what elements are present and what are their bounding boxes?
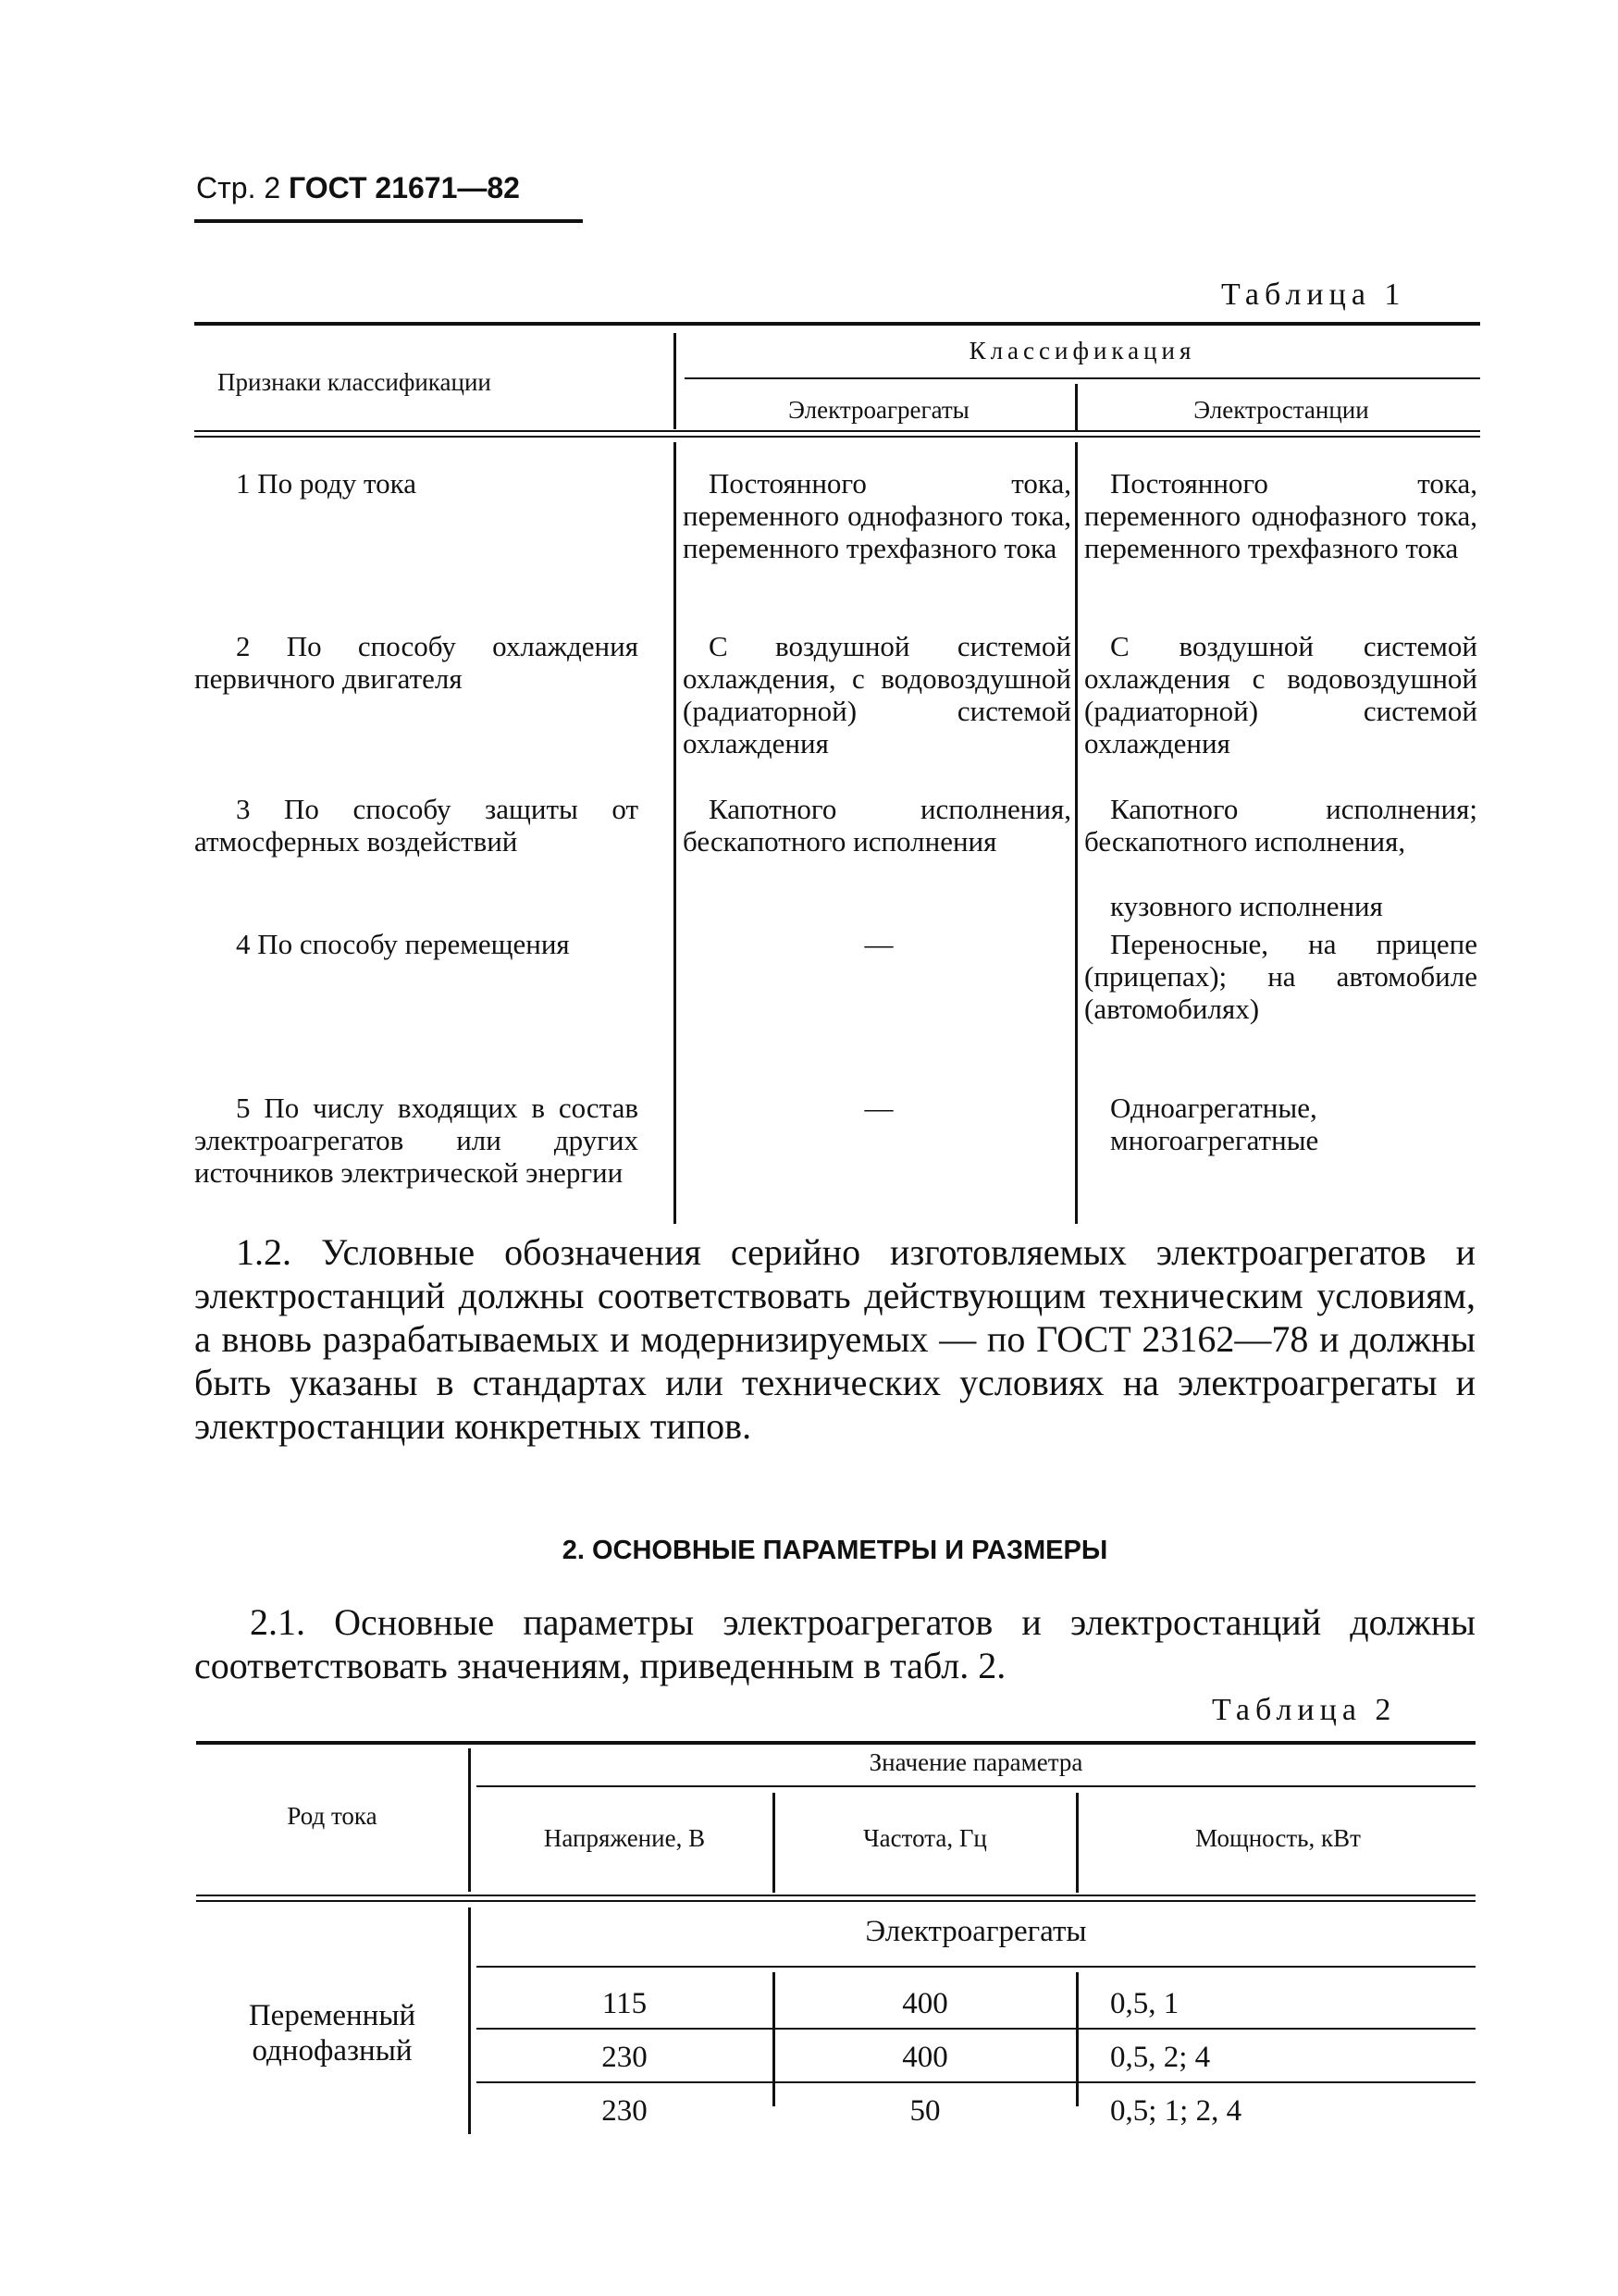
table1-row3-col1: Капотного исполнения, бескапотного исполнения <box>683 793 1071 858</box>
table1-row2-criteria: 2 По способу охлаждения первичного двигателя <box>194 630 638 695</box>
table2-caption: Таблица 2 <box>1212 1693 1397 1727</box>
table2-head-divider <box>468 1748 471 1892</box>
table1-row1-col1: Постоянного тока, переменного однофазного тока, переменного трехфазного тока <box>683 467 1071 564</box>
table1-top-rule <box>194 322 1480 326</box>
table2-head-group: Значение параметра <box>869 1748 1083 1776</box>
table1-head-col2: Электростанции <box>1193 396 1369 424</box>
table2-head-rule-b <box>196 1900 1476 1902</box>
table1-head-rule-a <box>194 430 1480 432</box>
table2-subhead-divider-2 <box>1076 1793 1079 1893</box>
page-number: Стр. 2 <box>196 171 281 204</box>
table2-row2-power: 0,5, 2; 4 <box>1110 2041 1211 2074</box>
paragraph-1-2: 1.2. Условные обозначения серийно изготовляемых электроагрегатов и электростанций должны соответствовать действующим техническим условиям, а вновь разрабатываемых и модернизируемых — по ГОСТ 23162—78 и должны быть указаны в стандартах или технических условиях на электроагрегаты и электростанции конкретных типов. <box>194 1231 1476 1447</box>
table1-row5-criteria: 5 По числу входящих в состав электроагрегатов или других источников электрической энергии <box>194 1092 638 1189</box>
table1-row3-criteria: 3 По способу защиты от атмосферных воздействий <box>194 793 638 858</box>
table1-head-group: Классификация <box>969 337 1196 364</box>
table1-row1-criteria: 1 По роду тока <box>236 467 417 500</box>
table2-row1-voltage: 115 <box>601 1987 648 2020</box>
table1-body-divider-2 <box>1075 442 1078 1224</box>
table2-row1-rule <box>476 2028 1476 2030</box>
table1-row2-col1: С воздушной системой охлаждения, с водовоздушной (радиаторной) системой охлаждения <box>683 630 1071 759</box>
table2-body-divider <box>468 1907 471 2134</box>
gost-number: ГОСТ 21671—82 <box>289 171 520 204</box>
table2-row3-freq: 50 <box>909 2094 941 2128</box>
table1-row3-col2-extra: кузовного исполнения <box>1110 890 1383 922</box>
table1-row4-criteria: 4 По способу перемещения <box>236 928 570 960</box>
table2-row3-power: 0,5; 1; 2, 4 <box>1110 2094 1242 2128</box>
table2-row1-power: 0,5, 1 <box>1110 1987 1180 2020</box>
table1-head-col1: Электроагрегаты <box>788 396 970 424</box>
header-rule <box>194 219 583 223</box>
section2-heading: 2. ОСНОВНЫЕ ПАРАМЕТРЫ И РАЗМЕРЫ <box>562 1536 1108 1565</box>
paragraph-2-1: 2.1. Основные параметры электроагрегатов и электростанций должны соответствовать значениям, приведенным в табл. 2. <box>194 1601 1476 1686</box>
table1-row2-col2: С воздушной системой охлаждения с водовоздушной (радиаторной) системой охлаждения <box>1084 630 1477 759</box>
table1-row5-col2: Одноагрегатные, многоагрегатные <box>1110 1092 1319 1156</box>
table1-body-divider-1 <box>673 442 676 1224</box>
table1-row4-col1: — <box>864 928 894 960</box>
page-header <box>196 171 520 205</box>
table2-subhead-rule <box>476 1785 1476 1787</box>
table2-head-voltage: Напряжение, В <box>543 1824 706 1852</box>
table2-section-rule <box>476 1966 1476 1968</box>
table2-row2-freq: 400 <box>902 2041 948 2074</box>
table2-head-freq: Частота, Гц <box>863 1824 987 1852</box>
table2-section-label: Электроагрегаты <box>865 1915 1087 1948</box>
table1-caption: Таблица 1 <box>1221 278 1406 312</box>
table2-row2-rule <box>476 2081 1476 2083</box>
table1-row1-col2: Постоянного тока, переменного однофазного тока, переменного трехфазного тока <box>1084 467 1477 564</box>
table2-body-divider-3 <box>1076 1972 1079 2106</box>
table1-row4-col2: Переносные, на прицепе (прицепах); на автомобиле (автомобилях) <box>1084 928 1477 1025</box>
table2-row2-voltage: 230 <box>601 2041 648 2074</box>
table1-head-rule-b <box>194 436 1480 438</box>
table1-head-divider <box>673 333 676 429</box>
table2-top-rule <box>196 1741 1476 1745</box>
table2-kind: Переменный однофазный <box>248 1999 416 2068</box>
table2-row1-freq: 400 <box>902 1987 948 2020</box>
table1-row3-col2: Капотного исполнения; бескапотного исполнения, <box>1084 793 1477 858</box>
table1-subhead-divider <box>1075 384 1078 430</box>
table2-subhead-divider-1 <box>772 1793 775 1893</box>
table2-head-rule-a <box>196 1895 1476 1896</box>
table1-row5-col1: — <box>864 1092 894 1124</box>
table2-row3-voltage: 230 <box>601 2094 648 2128</box>
table1-head-criteria: Признаки классификации <box>217 368 491 396</box>
table2-body-divider-2 <box>772 1972 775 2106</box>
table1-subhead-rule <box>685 377 1480 379</box>
table2-head-power: Мощность, кВт <box>1195 1824 1361 1852</box>
table2-head-kind: Род тока <box>287 1802 377 1830</box>
